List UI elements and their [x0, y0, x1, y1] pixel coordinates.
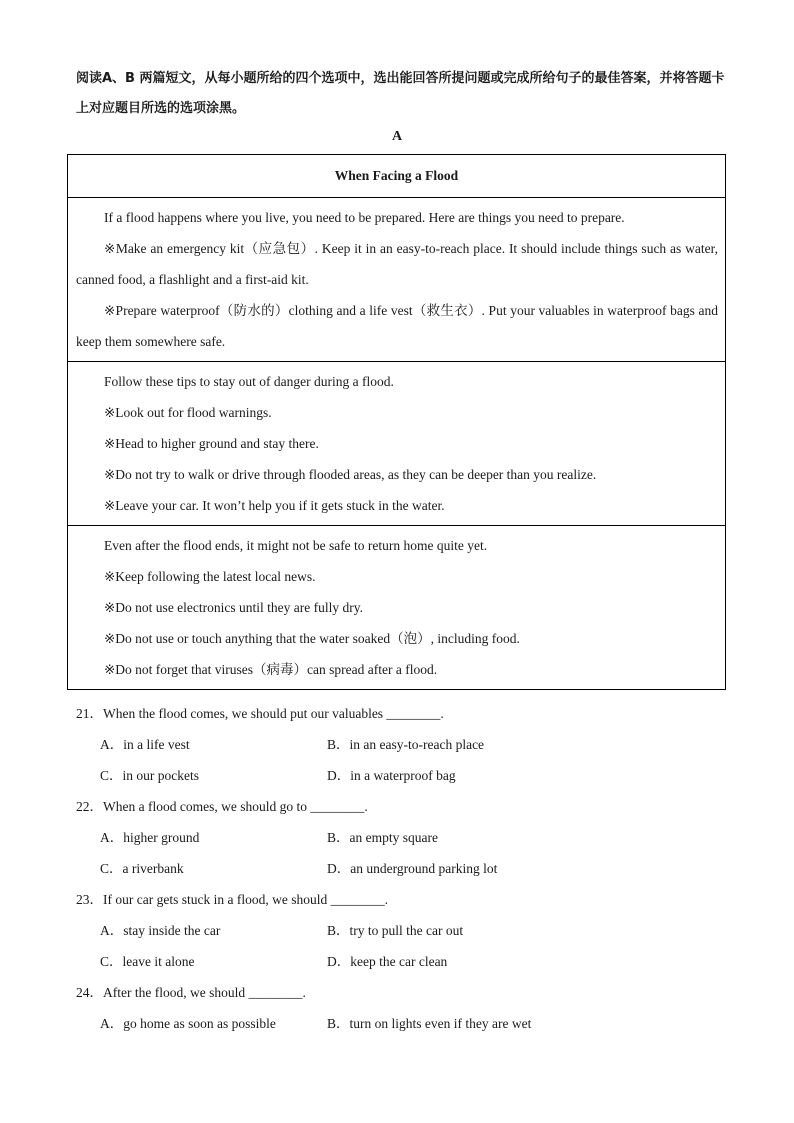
passage-table — [67, 154, 726, 690]
after-intro: Even after the flood ends, it might not be safe to return home quite yet. — [104, 538, 488, 553]
option-d[interactable]: D．an underground parking lot — [327, 861, 498, 876]
after-item: ※Do not forget that viruses（病毒）can spread after a flood. — [104, 662, 438, 677]
prepare-section — [68, 198, 725, 362]
option-a[interactable]: A．go home as soon as possible — [100, 1016, 276, 1031]
option-b[interactable]: B．try to pull the car out — [327, 923, 464, 938]
during-item: ※Head to higher ground and stay there. — [104, 436, 319, 451]
option-a[interactable]: A．in a life vest — [100, 737, 190, 752]
question-23 — [76, 884, 726, 977]
question-21 — [76, 698, 726, 791]
question-24 — [76, 977, 726, 1039]
questions-list — [76, 698, 726, 1039]
after-item: ※Do not use or touch anything that the water soaked（泡）, including food. — [104, 631, 520, 646]
option-c[interactable]: C．a riverbank — [100, 861, 184, 876]
question-stem: 24．After the flood, we should ________. — [76, 985, 306, 1000]
option-d[interactable]: D．in a waterproof bag — [327, 768, 456, 783]
question-22 — [76, 791, 726, 884]
during-item: ※Look out for flood warnings. — [104, 405, 272, 420]
instruction-text: 阅读A、B 两篇短文，从每小题所给的四个选项中，选出能回答所提问题或完成所给句子的最佳答案，并将答题卡上对应题目所选的选项涂黑。 — [76, 71, 725, 116]
section-label: A — [391, 129, 403, 144]
question-stem: 23．If our car gets stuck in a flood, we should ________. — [76, 892, 388, 907]
after-section — [68, 526, 725, 689]
option-b[interactable]: B．turn on lights even if they are wet — [327, 1016, 532, 1031]
during-item: ※Do not try to walk or drive through flooded areas, as they can be deeper than you realize. — [104, 467, 597, 482]
passage-title: When Facing a Flood — [68, 155, 725, 198]
during-item: ※Leave your car. It won’t help you if it gets stuck in the water. — [104, 498, 445, 513]
after-item: ※Keep following the latest local news. — [104, 569, 316, 584]
option-c[interactable]: C．in our pockets — [100, 768, 199, 783]
option-d[interactable]: D．keep the car clean — [327, 954, 448, 969]
question-stem: 22．When a flood comes, we should go to ________. — [76, 799, 368, 814]
option-b[interactable]: B．an empty square — [327, 830, 438, 845]
option-a[interactable]: A．higher ground — [100, 830, 200, 845]
prepare-intro: If a flood happens where you live, you need to be prepared. Here are things you need to prepare. — [104, 210, 625, 225]
during-section — [68, 362, 725, 526]
prepare-item-2: ※Prepare waterproof（防水的）clothing and a life vest（救生衣）. Put your valuables in waterproof bags and keep them somewhere safe. — [76, 303, 718, 349]
option-c[interactable]: C．leave it alone — [100, 954, 195, 969]
during-intro: Follow these tips to stay out of danger during a flood. — [104, 374, 394, 389]
option-b[interactable]: B．in an easy-to-reach place — [327, 737, 485, 752]
after-item: ※Do not use electronics until they are fully dry. — [104, 600, 363, 615]
prepare-item-1: ※Make an emergency kit（应急包）. Keep it in an easy-to-reach place. It should include things such as water, canned food, a flashlight and a first-aid kit. — [76, 241, 718, 287]
option-a[interactable]: A．stay inside the car — [100, 923, 221, 938]
question-stem: 21．When the flood comes, we should put our valuables ________. — [76, 706, 444, 721]
